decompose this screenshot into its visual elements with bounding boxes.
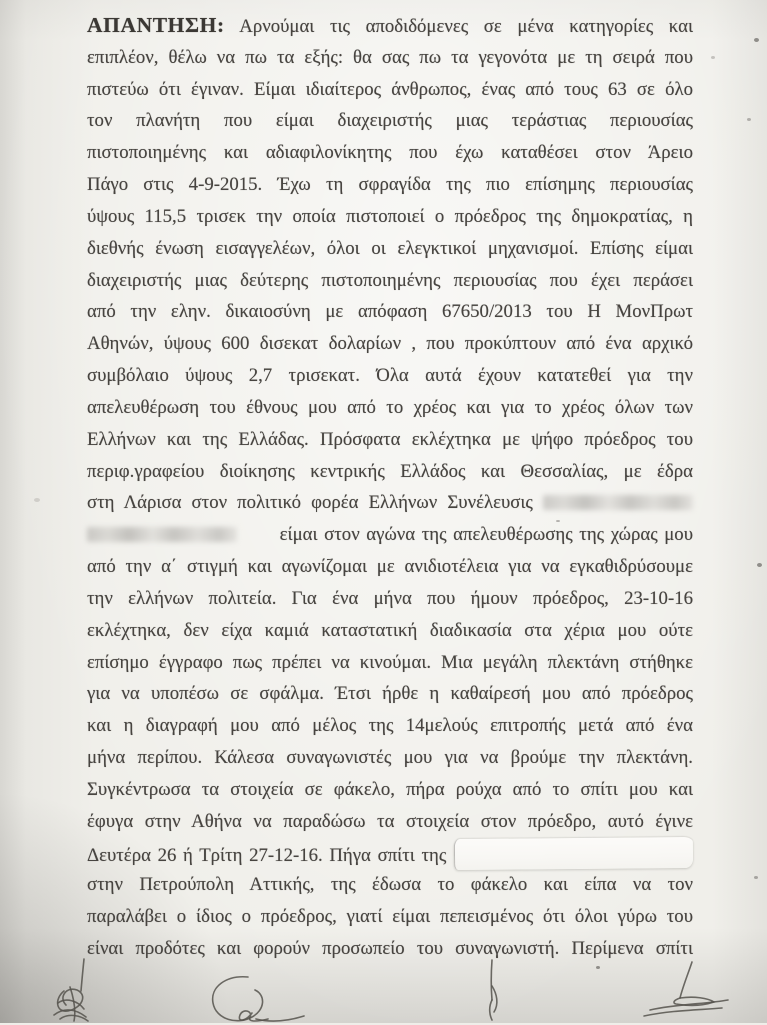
text-line <box>87 838 693 870</box>
line-text: εκλέχτηκα, δεν είχα καμιά καταστατική διαδικασία στα χέρια μου ούτε <box>87 619 693 641</box>
line-text: στη Λάρισα στον πολιτικό φορέα Ελλήνων Συνέλευσις <box>87 492 533 514</box>
line-text: Ελλήνων και της Ελλάδας. Πρόσφατα εκλέχτηκα με ψήφο πρόεδρος του <box>87 428 693 450</box>
line-text: στην Πετρούπολη Αττικής, της έδωσα το φάκελο και είπα να τον <box>87 874 693 896</box>
line-text: απελευθέρωση του έθνους μου από το χρέος και για το χρέος όλων των <box>87 396 693 418</box>
text-line <box>87 933 693 965</box>
line-text: για να υποπέσω σε σφάλμα. Έτσι ήρθε η καθαίρεσή μου από πρόεδρος <box>87 683 693 705</box>
text-line <box>87 424 693 456</box>
line-text: Συγκέντρωσα τα στοιχεία σε φάκελο, πήρα ρούχα από το σπίτι μου και <box>87 778 693 800</box>
line-text: είμαι στον αγώνα της απελευθέρωσης της χώρας μου <box>279 524 694 546</box>
line-text: από την α΄ στιγμή και αγωνίζομαι με ανιδιοτέλεια για να εγκαθιδρύσουμε <box>87 556 693 578</box>
redaction-blur <box>87 527 237 542</box>
text-line <box>87 456 693 488</box>
line-text: διαχειριστής μιας δεύτερης πιστοποιημένης περιουσίας που έχει περάσει <box>87 269 693 291</box>
line-text: είναι προδότες και φορούν προσωπείο του συναγωνιστή. Περίμενα σπίτι <box>87 938 693 960</box>
text-line <box>87 710 693 742</box>
line-text: διεθνής ένωση εισαγγελέων, όλοι οι ελεγκτικοί μηχανισμοί. Επίσης είμαι <box>87 237 693 259</box>
text-line <box>87 265 693 297</box>
line-text: συμβόλαιο ύψους 2,7 τρισεκατ. Όλα αυτά έχουν κατατεθεί για την <box>87 365 693 387</box>
ink-speck <box>711 56 715 59</box>
signature-scribble-3 <box>478 956 508 1022</box>
line-text: επιπλέον, θέλω να πω τα εξής: θα σας πω τα γεγονότα με τη σειρά που <box>87 46 693 68</box>
ink-speck <box>754 876 758 879</box>
text-line <box>87 615 693 647</box>
line-text: Αθηνών, ύψους 600 δισεκατ δολαρίων , που προκύπτουν από ένα αρχικό <box>87 333 693 355</box>
text-line <box>87 105 693 137</box>
line-text: ύψους 115,5 τρισεκ την οποία πιστοποιεί ο πρόεδρος της δημοκρατίας, η <box>87 205 693 227</box>
text-line <box>87 328 693 360</box>
redaction-white-patch <box>454 836 693 869</box>
line-text: από την ελην. δικαιοσύνη με απόφαση 67650/2013 του Η ΜονΠρωτ <box>87 301 693 323</box>
ink-speck <box>757 563 762 567</box>
text-line <box>87 551 693 583</box>
ink-speck <box>34 498 40 502</box>
line-text: Δευτέρα 26 ή Τρίτη 27-12-16. Πήγα σπίτι της <box>87 844 447 866</box>
text-line <box>87 869 693 901</box>
line-text: περιφ.γραφείου διοίκησης κεντρικής Ελλάδος και Θεσσαλίας, με έδρα <box>87 460 693 482</box>
text-line <box>87 647 693 679</box>
signature-scribble-2 <box>190 973 310 1025</box>
ink-speck <box>596 966 600 969</box>
answer-heading: ΑΠΑΝΤΗΣΗ: <box>87 13 225 37</box>
text-line <box>87 806 693 838</box>
text-line <box>87 360 693 392</box>
text-line <box>87 74 693 106</box>
ink-speck <box>747 118 751 121</box>
line-text: πιστοποιημένης και αδιαφιλονίκητης που έχω καταθέσει στον Άρειο <box>87 142 693 164</box>
text-line <box>87 392 693 424</box>
text-line <box>87 487 693 519</box>
text-line <box>87 519 693 551</box>
text-line <box>87 169 693 201</box>
signature-scribble-4 <box>636 958 736 1020</box>
text-line <box>87 774 693 806</box>
text-line <box>87 678 693 710</box>
ink-speck <box>754 38 759 42</box>
text-line <box>87 137 693 169</box>
line-text: Πάγο στις 4-9-2015. Έχω τη σφραγίδα της πιο επίσημης περιουσίας <box>87 174 693 196</box>
text-line <box>87 901 693 933</box>
text-line <box>87 296 693 328</box>
line-text: επίσημο έγγραφο πως πρέπει να κινούμαι. Μια μεγάλη πλεκτάνη στήθηκε <box>87 651 693 673</box>
line-text: τον πλανήτη που είμαι διαχειριστής μιας τεράστιας περιουσίας <box>87 110 693 132</box>
line-text: πιστεύω ότι έγιναν. Είμαι ιδιαίτερος άνθρωπος, ένας από τους 63 σε όλο <box>87 78 693 100</box>
text-line <box>87 42 693 74</box>
line-text: μήνα περίπου. Κάλεσα συναγωνιστές μου για να βρούμε την πλεκτάνη. <box>87 747 693 769</box>
signature-scribble-1 <box>50 957 110 1023</box>
line-text: την ελλήνων πολιτεία. Για ένα μήνα που ήμουν πρόεδρος, 23-10-16 <box>87 587 693 609</box>
redaction-blur <box>543 495 693 510</box>
text-line <box>87 233 693 265</box>
line-text: παραλάβει ο ίδιος ο πρόεδρος, γιατί είμαι πεπεισμένος ότι όλοι γύρω του <box>87 906 693 928</box>
document-text-block <box>87 10 693 965</box>
ink-speck <box>556 520 560 522</box>
text-line <box>87 742 693 774</box>
line-text: έφυγα στην Αθήνα να παραδώσω τα στοιχεία στον πρόεδρο, αυτό έγινε <box>87 810 693 832</box>
line-text: και η διαγραφή μου από μέλος της 14μελούς επιτροπής μετά από ένα <box>87 715 693 737</box>
text-line <box>87 10 693 42</box>
text-line <box>87 583 693 615</box>
text-line <box>87 201 693 233</box>
line-text: Αρνούμαι τις αποδιδόμενες σε μένα κατηγορίες και <box>239 16 693 37</box>
